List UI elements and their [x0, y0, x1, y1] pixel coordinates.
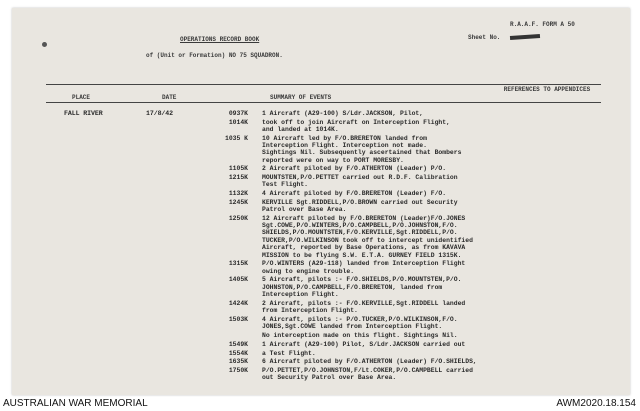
form-id: R.A.A.F. FORM A 50: [510, 21, 575, 28]
header-references: REFERENCES TO APPENDICES: [503, 86, 591, 93]
entry-text: 1 Aircraft (A29-100) Pilot, S/Ldr.JACKSON carried out: [262, 341, 466, 348]
sheet-number-scribble: [510, 34, 540, 40]
entry-text: P/O.PETTET,P/O.JOHNSTON,F/Lt.COKER,P/O.CAMPBELL carried out Security Patrol over Base Area.: [262, 366, 473, 382]
entry-text: No interception made on this flight. Sightings Nil.: [262, 331, 458, 339]
entry-text: 2 Aircraft piloted by F/O.ATHERTON (Leader) P/O.: [262, 165, 447, 173]
entry-time: 1132K: [228, 190, 248, 197]
sheet-label: Sheet No.: [468, 34, 501, 41]
header-rule-top: [46, 84, 601, 85]
caption-institution: AUSTRALIAN WAR MEMORIAL: [3, 398, 148, 409]
header-place: PLACE: [72, 94, 91, 101]
caption-accession: AWM2020.18.154: [556, 398, 636, 409]
entry-text: MOUNTSTEN,P/O.PETTET carried out R.D.F. Calibration Test Flight.: [262, 174, 458, 189]
entry-text: 10 Aircraft led by F/O.BRERETON landed from Interception Flight. Interception not made. Sightings Nil. Subsequently ascertained that Bombers reported were on way to PORT MORESBY.: [262, 134, 462, 164]
entry-time: 1035 K: [224, 134, 248, 142]
page-title: OPERATIONS RECORD BOOK: [180, 36, 260, 43]
entry-time: 1750K: [228, 366, 248, 374]
place-value: FALL RIVER: [64, 110, 103, 117]
entry-text: KERVILLE Sgt.RIDDELL,P/O.BROWN carried out Security Patrol over Base Area.: [262, 198, 458, 213]
caption-bar: [0, 397, 640, 411]
header-date: DATE: [162, 94, 177, 101]
entry-text: 4 Aircraft piloted by F/O.BRERETON (Leader) F/O.: [262, 190, 447, 197]
entry-time: 1245K: [228, 198, 248, 206]
entry-time: 1424K: [228, 299, 248, 307]
entry-text: 6 Aircraft piloted by F/O.ATHERTON (Leader) F/O.SHIELDS,: [262, 358, 477, 366]
entry-time: 0937K: [228, 110, 248, 117]
entry-time: 1405K: [228, 276, 248, 284]
entry-time: 1215K: [228, 174, 248, 181]
entry-time: 1503K: [228, 315, 248, 323]
entry-text: 5 Aircraft, pilots :- F/O.SHIELDS,P/O.MOUNTSTEN,P/O. JOHNSTON,P/O.CAMPBELL,F/O.BRERETON, landed from Interception Flight.: [262, 276, 462, 298]
entry-time: 1105K: [228, 165, 248, 173]
document-page: [12, 8, 630, 395]
punch-hole: [42, 42, 47, 47]
header-rule-bottom: [46, 102, 601, 103]
entry-text: a Test Flight.: [262, 349, 316, 357]
entry-text: took off to join Aircraft on Interception Flight, and landed at 1014K.: [262, 118, 450, 133]
entry-text: 2 Aircraft, pilots :- F/O.KERVILLE,Sgt.RIDDELL landed from Interception Flight.: [262, 299, 466, 314]
entry-text: 12 Aircraft piloted by F/O.BRERETON (Leader)F/O.JONES Sgt.COWE,P/O.WINTERS,P/O.CAMPBELL,P/O.JOHNSTON,F/O. SHIELDS,P/O.MOUNTSTEN,F/O.KERVILLE,Sgt.RIDDELL,P/O. TUCKER,P/O.WILKINSON took off to intercept unidentified Aircraft, reported by Base Operations, as from KAVAVA MISSION to be flying S.W. E.T.A. GURNEY FIELD 1315K.: [262, 214, 473, 259]
entry-time: 1549K: [228, 341, 248, 348]
entry-text: 4 Aircraft, pilots :- P/O.TUCKER,P/O.WILKINSON,F/O. JONES,Sgt.COWE landed from Interception Flight.: [262, 315, 458, 330]
entry-time: 1315K: [228, 260, 248, 268]
unit-line: of (Unit or Formation) NO 75 SQUADRON.: [146, 52, 283, 59]
entry-time: 1635K: [228, 358, 248, 366]
entry-text: P/O.WINTERS (A29-118) landed from Interception Flight owing to engine trouble.: [262, 260, 466, 275]
entry-text: 1 Aircraft (A29-100) S/Ldr.JACKSON, Pilot,: [262, 110, 424, 117]
entry-time: 1014K: [228, 118, 248, 126]
header-summary: SUMMARY OF EVENTS: [270, 94, 332, 101]
entry-time: 1554K: [228, 349, 248, 357]
date-value: 17/8/42: [146, 110, 173, 117]
entry-time: 1250K: [228, 214, 248, 222]
